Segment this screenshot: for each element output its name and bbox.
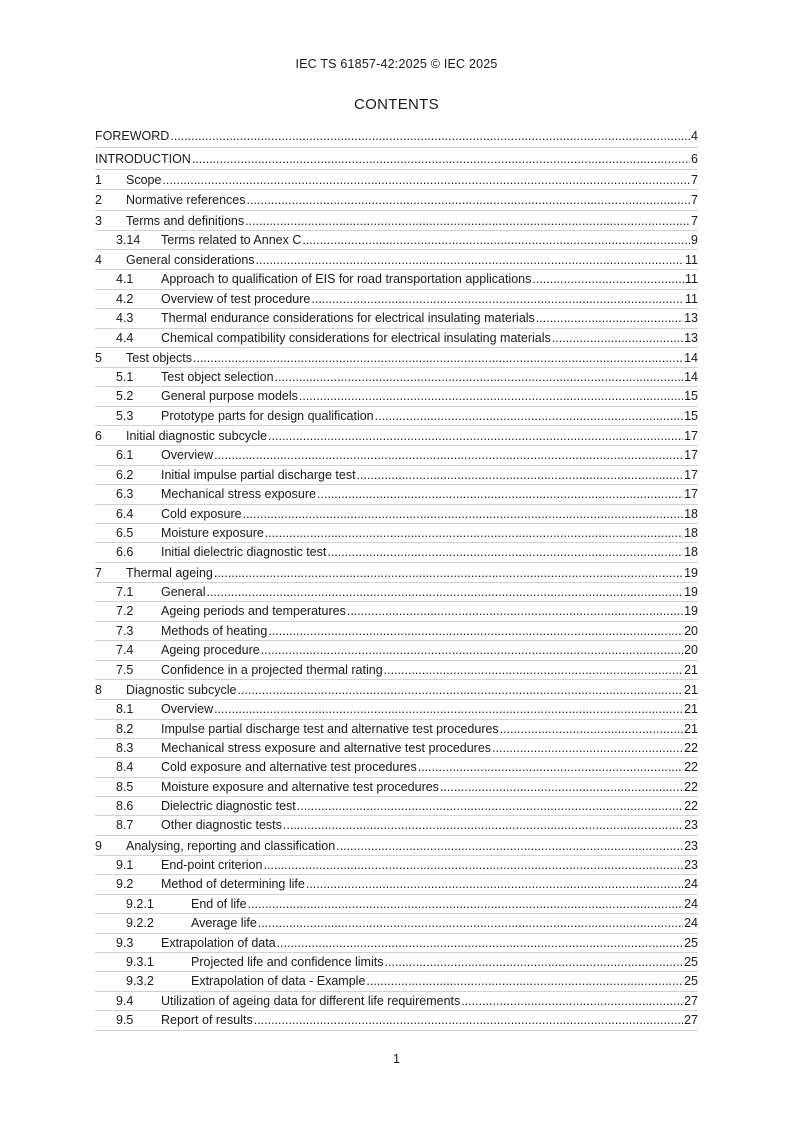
toc-entry[interactable] [95,190,698,210]
dot-leader [258,914,683,933]
dot-leader [299,387,683,406]
dot-leader [277,934,683,953]
toc-entry[interactable] [95,368,698,387]
toc-entry-body [161,387,698,406]
toc-entry-title: Mechanical stress exposure and alternative test procedures [161,740,492,755]
toc-entry-body [161,934,698,953]
toc-entry-body [161,797,698,816]
toc-entry[interactable] [95,170,698,190]
toc-entry[interactable] [95,622,698,641]
dot-leader [261,641,683,660]
dot-leader [461,992,683,1011]
toc-entry-page: 20 [684,623,698,638]
toc-entry-page: 11 [685,272,698,287]
toc-entry-body [161,739,698,758]
toc-entry-title: Impulse partial discharge test and alternative test procedures [161,721,499,736]
dot-leader [248,895,684,914]
toc-entry-title: Overview [161,448,214,463]
toc-entry-title: General considerations [126,253,255,268]
toc-entry-number: 9.1 [116,858,134,873]
toc-entry-body [161,446,698,465]
dot-leader [297,797,683,816]
toc-entry-title: Methods of heating [161,623,268,638]
toc-entry-title: Moisture exposure [161,526,264,540]
toc-entry-title: Ageing procedure [161,643,260,658]
toc-entry-body [126,170,698,190]
toc-entry-title: Diagnostic subcycle [126,682,237,697]
toc-entry-body [161,875,698,894]
toc-entry-page: 25 [684,974,698,989]
toc-entry-body [126,250,698,270]
toc-entry-page: 19 [684,565,698,580]
toc-entry[interactable] [95,661,698,680]
toc-entry-title: Terms related to Annex C [161,232,302,247]
dot-leader [492,739,683,758]
toc-entry-body [191,953,698,972]
toc-entry-title: Other diagnostic tests [161,818,282,833]
toc-entry[interactable] [95,875,698,894]
toc-entry-number: 6.2 [116,467,134,482]
dot-leader [306,875,683,894]
toc-entry-page: 14 [684,370,698,385]
toc-entry-page: 23 [684,858,698,873]
toc-entry-body [161,583,698,602]
toc-entry[interactable] [95,816,698,835]
dot-leader [263,856,683,875]
toc-entry-title: INTRODUCTION [95,151,191,166]
running-header: IEC TS 61857-42:2025 © IEC 2025 [295,57,498,71]
toc-entry-body [161,231,698,250]
toc-entry-number: 7.2 [116,604,134,619]
dot-leader [336,836,683,856]
toc-entry[interactable] [95,485,698,504]
toc-entry-title: Dielectric diagnostic test [161,799,296,814]
toc-entry[interactable] [95,700,698,719]
toc-entry-number: 8.2 [116,721,134,736]
toc-entry-title: Thermal endurance considerations for electrical insulating materials [161,311,535,326]
toc-entry[interactable] [95,348,698,368]
toc-entry-page: 24 [684,896,698,911]
toc-entry-number: 7.3 [116,623,134,638]
toc-entry[interactable] [95,250,698,270]
dot-leader [254,1011,683,1030]
toc-entry-number: 6.5 [116,526,134,540]
toc-entry-page: 24 [684,877,698,892]
toc-entry-number: 7.5 [116,662,134,677]
toc-entry-title: Test object selection [161,370,274,385]
toc-entry-page: 27 [684,1013,698,1028]
dot-leader [193,348,683,368]
toc-entry-number: 5.3 [116,408,134,423]
toc-entry-page: 17 [684,448,698,463]
toc-entry-title: Utilization of ageing data for different life requirements [161,993,461,1008]
toc-entry-number: 3.14 [116,232,141,247]
toc-entry-body [95,148,698,170]
toc-entry-body [161,622,698,641]
toc-entry-title: Prototype parts for design qualification [161,408,374,423]
toc-entry-title: Analysing, reporting and classification [126,838,336,853]
toc-entry-number: 8.3 [116,740,134,755]
toc-entry-page: 18 [684,545,698,560]
toc-entry-title: Terms and definitions [126,213,245,228]
toc-entry-page: 21 [684,721,698,736]
toc-entry-page: 11 [685,291,698,306]
dot-leader [384,953,683,972]
toc-entry[interactable] [95,543,698,562]
toc-entry-number: 8.6 [116,799,134,814]
toc-entry-title: Chemical compatibility considerations for electrical insulating materials [161,330,551,345]
toc-entry-number: 6.6 [116,545,134,560]
dot-leader [532,270,684,289]
dot-leader [418,758,683,777]
toc-entry-page: 23 [684,818,698,833]
toc-entry-number: 8.1 [116,702,134,717]
toc-entry[interactable] [95,641,698,660]
toc-entry-number: 4 [95,253,102,268]
toc-entry-page: 21 [684,702,698,717]
toc-entry-page: 22 [684,740,698,755]
toc-entry[interactable] [95,524,698,543]
toc-entry[interactable] [95,602,698,621]
toc-entry-title: Test objects [126,350,193,365]
toc-entry-number: 5.2 [116,389,134,404]
toc-entry-title: Moisture exposure and alternative test procedures [161,779,439,794]
dot-leader [357,466,684,485]
toc-entry-page: 15 [684,389,698,404]
toc-entry[interactable] [95,148,698,171]
toc-entry-number: 4.2 [116,291,134,306]
toc-entry-page: 4 [691,129,698,143]
toc-entry-body [161,485,698,504]
toc-entry[interactable] [95,270,698,289]
toc-entry-page: 27 [684,993,698,1008]
toc-entry-title: Extrapolation of data [161,935,276,950]
toc-entry-number: 7 [95,565,102,580]
toc-entry[interactable] [95,309,698,328]
toc-entry-page: 18 [684,526,698,540]
toc-entry-number: 6.3 [116,487,134,502]
toc-entry[interactable] [95,426,698,446]
toc-entry-body [126,680,698,700]
toc-entry-title: Cold exposure and alternative test procedures [161,760,417,775]
toc-entry-title: Mechanical stress exposure [161,487,316,502]
toc-entry-title: Thermal ageing [126,565,213,580]
toc-entry-body [161,778,698,797]
toc-entry[interactable] [95,211,698,231]
toc-entry-page: 9 [691,232,698,247]
toc-entry-page: 15 [684,408,698,423]
toc-entry-body [126,836,698,856]
toc-entry-body [161,270,698,289]
dot-leader [237,680,683,700]
toc-entry-body [161,329,698,348]
toc-entry-title: Overview [161,702,214,717]
dot-leader [302,231,690,250]
toc-entry-number: 6.1 [116,448,134,463]
toc-entry-body [161,466,698,485]
toc-entry-number: 9.3.1 [126,954,154,969]
toc-entry-body [126,211,698,231]
toc-entry-page: 19 [684,584,698,599]
toc-entry[interactable] [95,953,698,972]
dot-leader [170,125,690,147]
toc-entry[interactable] [95,914,698,933]
toc-entry-body [191,972,698,991]
toc-entry-number: 9.5 [116,1013,134,1028]
dot-leader [243,505,683,524]
toc-entry-body [161,700,698,719]
contents-title: CONTENTS [354,96,439,113]
dot-leader [283,816,683,835]
toc-entry-number: 6 [95,429,102,444]
toc-entry-number: 4.3 [116,311,134,326]
toc-entry[interactable] [95,739,698,758]
dot-leader [265,524,683,543]
toc-entry-page: 7 [691,213,698,228]
toc-entry-body [161,720,698,739]
dot-leader [247,190,691,210]
toc-entry-title: Projected life and confidence limits [191,954,384,969]
toc-entry-page: 25 [684,935,698,950]
toc-entry[interactable] [95,583,698,602]
toc-entry[interactable] [95,758,698,777]
toc-entry-title: Method of determining life [161,877,305,892]
toc-entry-body [161,505,698,524]
toc-entry-body [161,524,698,543]
dot-leader [214,700,683,719]
toc-entry-page: 24 [684,916,698,931]
toc-entry-number: 4.1 [116,272,134,287]
toc-entry[interactable] [95,720,698,739]
toc-entry[interactable] [95,778,698,797]
toc-entry-body [191,895,698,914]
toc-entry-body [161,1011,698,1030]
toc-entry-body [161,368,698,387]
toc-entry-page: 17 [684,487,698,502]
dot-leader [536,309,683,328]
toc-entry-body [161,602,698,621]
toc-entry-number: 8.5 [116,779,134,794]
row-divider [95,1030,698,1031]
dot-leader [347,602,683,621]
toc-entry-body [161,641,698,660]
toc-entry[interactable] [95,290,698,309]
dot-leader [268,426,683,446]
toc-entry-body [161,661,698,680]
toc-entry-title: General [161,584,206,599]
toc-entry[interactable] [95,934,698,953]
toc-entry-page: 13 [684,330,698,345]
dot-leader [366,972,683,991]
dot-leader [500,720,683,739]
toc-entry-number: 3 [95,213,102,228]
toc-entry-number: 2 [95,193,102,208]
toc-entry-number: 5 [95,350,102,365]
toc-entry[interactable] [95,972,698,991]
toc-entry-page: 22 [684,779,698,794]
toc-entry-number: 9.3 [116,935,134,950]
toc-entry-number: 6.4 [116,506,134,521]
toc-entry-page: 22 [684,799,698,814]
table-of-contents [95,125,698,1031]
toc-entry-page: 23 [684,838,698,853]
page-number: 1 [393,1052,400,1066]
toc-entry-title: General purpose models [161,389,298,404]
toc-entry[interactable] [95,895,698,914]
toc-entry-title: End of life [191,896,247,911]
dot-leader [214,563,683,583]
toc-entry-page: 7 [691,173,698,188]
toc-entry[interactable] [95,563,698,583]
toc-entry-number: 9.2.2 [126,916,154,931]
dot-leader [327,543,683,562]
toc-entry-page: 17 [684,429,698,444]
toc-entry-title: Normative references [126,193,246,208]
toc-entry-number: 7.1 [116,584,134,599]
toc-entry-title: Initial dielectric diagnostic test [161,545,327,560]
toc-entry-body [161,407,698,426]
dot-leader [375,407,683,426]
dot-leader [311,290,684,309]
toc-entry-page: 6 [691,151,698,166]
toc-entry-page: 7 [691,193,698,208]
toc-entry-title: Initial impulse partial discharge test [161,467,356,482]
toc-entry-page: 14 [684,350,698,365]
toc-entry[interactable] [95,505,698,524]
toc-entry[interactable] [95,446,698,465]
toc-entry-number: 7.4 [116,643,134,658]
toc-entry[interactable] [95,125,698,148]
toc-entry-body [161,543,698,562]
toc-entry-number: 9.4 [116,993,134,1008]
toc-entry[interactable] [95,680,698,700]
toc-entry-title: Extrapolation of data - Example [191,974,366,989]
toc-entry-title: Report of results [161,1013,253,1028]
dot-leader [268,622,683,641]
dot-leader [317,485,683,504]
toc-entry-page: 22 [684,760,698,775]
toc-entry[interactable] [95,1011,698,1030]
toc-entry-body [161,758,698,777]
toc-entry-number: 1 [95,173,102,188]
toc-entry-body [126,348,698,368]
toc-entry-body [126,563,698,583]
toc-entry-body [161,816,698,835]
dot-leader [275,368,684,387]
toc-entry-title: Overview of test procedure [161,291,311,306]
toc-entry-title: Ageing periods and temperatures [161,604,346,619]
toc-entry[interactable] [95,992,698,1011]
toc-entry-page: 17 [684,467,698,482]
dot-leader [162,170,690,190]
toc-entry-title: End-point criterion [161,858,263,873]
dot-leader [256,250,684,270]
toc-entry-body [191,914,698,933]
toc-entry-body [95,125,698,147]
dot-leader [440,778,683,797]
toc-entry[interactable] [95,466,698,485]
dot-leader [192,148,690,170]
toc-entry-body [161,290,698,309]
toc-entry[interactable] [95,797,698,816]
toc-entry-page: 20 [684,643,698,658]
toc-entry[interactable] [95,329,698,348]
toc-entry-page: 21 [684,682,698,697]
toc-entry-number: 9.2 [116,877,134,892]
toc-entry-title: Approach to qualification of EIS for road transportation applications [161,272,532,287]
dot-leader [245,211,690,231]
toc-entry-title: Cold exposure [161,506,242,521]
dot-leader [552,329,683,348]
toc-entry[interactable] [95,407,698,426]
dot-leader [206,583,683,602]
toc-entry-number: 9 [95,838,102,853]
toc-entry-number: 4.4 [116,330,134,345]
toc-entry-title: Average life [191,916,257,931]
toc-entry-body [161,992,698,1011]
toc-entry-number: 5.1 [116,370,134,385]
toc-entry-number: 8 [95,682,102,697]
toc-entry-page: 18 [684,506,698,521]
toc-entry-number: 8.4 [116,760,134,775]
toc-entry[interactable] [95,387,698,406]
toc-entry-body [126,190,698,210]
toc-entry-body [161,309,698,328]
dot-leader [384,661,683,680]
toc-entry-page: 11 [685,253,698,268]
toc-entry-page: 13 [684,311,698,326]
toc-entry-number: 9.2.1 [126,896,154,911]
toc-entry-title: Initial diagnostic subcycle [126,429,268,444]
dot-leader [214,446,683,465]
toc-entry-page: 19 [684,604,698,619]
toc-entry-page: 25 [684,954,698,969]
toc-entry-number: 9.3.2 [126,974,154,989]
toc-entry-body [126,426,698,446]
toc-entry-title: Scope [126,173,162,188]
toc-entry[interactable] [95,231,698,250]
toc-entry-body [161,856,698,875]
toc-entry-number: 8.7 [116,818,134,833]
toc-entry-title: FOREWORD [95,129,170,143]
toc-entry-page: 21 [684,662,698,677]
toc-entry-title: Confidence in a projected thermal rating [161,662,383,677]
toc-entry[interactable] [95,836,698,856]
toc-entry[interactable] [95,856,698,875]
